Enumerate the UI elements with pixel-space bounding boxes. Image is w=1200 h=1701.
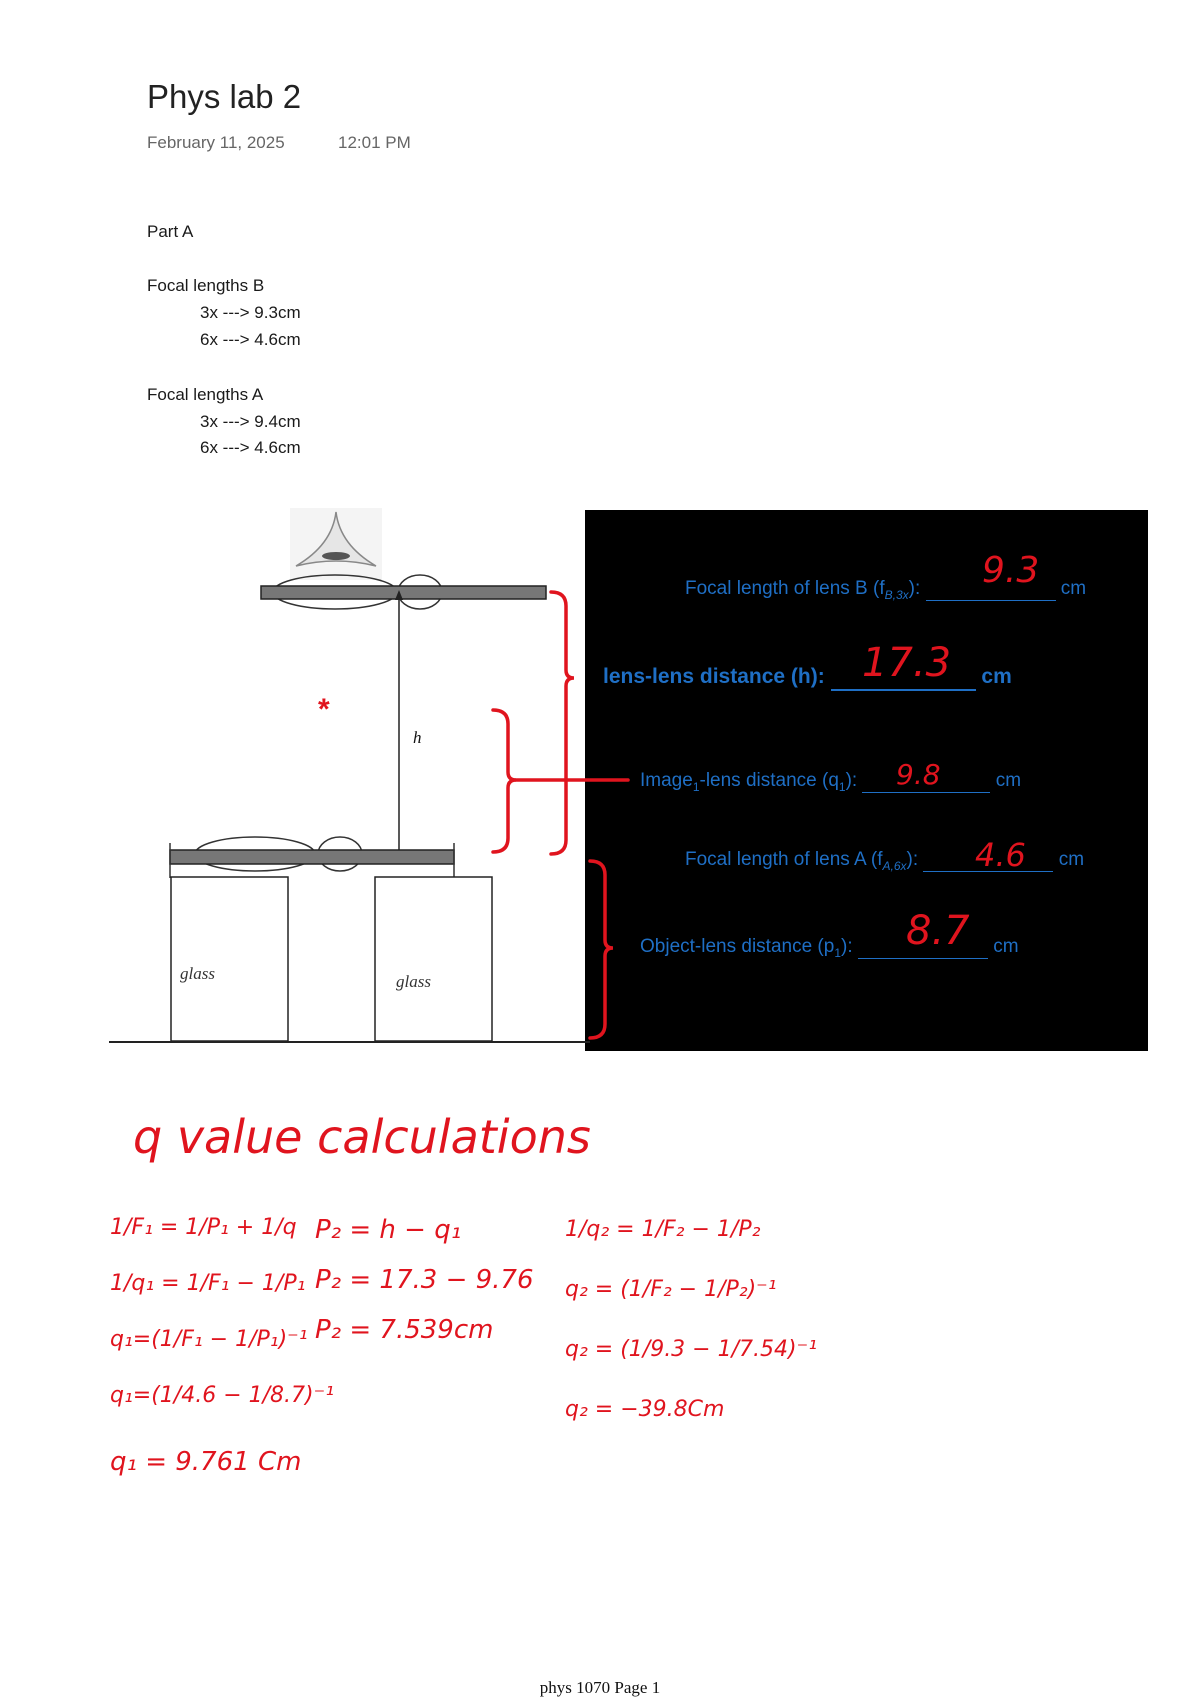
h-arrow <box>395 590 403 862</box>
focal-a-value: 4.6 <box>975 836 1026 874</box>
bottom-lens-assembly <box>170 837 454 878</box>
close-colon: ): <box>908 578 921 599</box>
glass-block-left <box>171 877 288 1041</box>
glass-label-right: glass <box>396 972 431 991</box>
focal-b-heading: Focal lengths B <box>147 276 265 295</box>
unit-label: cm <box>981 665 1012 688</box>
image-label: Image <box>640 770 693 791</box>
calc-line: P₂ = 7.539cm <box>315 1315 494 1345</box>
calc-line: q₂ = (1/F₂ − 1/P₂)⁻¹ <box>565 1277 777 1302</box>
note-date: February 11, 2025 <box>147 133 285 152</box>
calc-line: 1/q₁ = 1/F₁ − 1/P₁ <box>110 1271 306 1296</box>
calc-line: q₁=(1/4.6 − 1/8.7)⁻¹ <box>110 1383 335 1408</box>
unit-label: cm <box>1060 578 1087 599</box>
focal-a-row: Focal length of lens A $(f_{A,6x})$: cm <box>685 849 1085 873</box>
lens-distance-value: 17.3 <box>862 640 952 686</box>
focal-a-line: 6x ---> 4.6cm <box>200 438 301 457</box>
calc-line: 1/F₁ = 1/P₁ + 1/q <box>110 1215 297 1240</box>
object-label: Object-lens distance (p <box>640 936 835 957</box>
focal-b-sub: B,3x <box>884 587 909 602</box>
unit-label: cm <box>995 770 1022 791</box>
focal-a-line: 3x ---> 9.4cm <box>200 412 301 431</box>
object-row: Object-lens distance $(p_1)$: cm <box>640 936 1019 960</box>
page-title: Phys lab 2 <box>147 78 302 115</box>
lens-distance-label: lens-lens distance (h): <box>603 665 825 688</box>
calc-line: q₁ = 9.761 Cm <box>110 1447 302 1477</box>
h-label: h <box>413 728 422 747</box>
note-time: 12:01 PM <box>338 133 411 152</box>
glass-label-left: glass <box>180 964 215 983</box>
calc-heading: q value calculations <box>133 1110 591 1164</box>
unit-label: cm <box>993 936 1019 957</box>
focal-b-label: Focal length of lens B (f <box>685 578 885 599</box>
focal-b-value: 9.3 <box>982 550 1040 591</box>
object-value: 8.7 <box>906 908 970 954</box>
calc-line: q₂ = −39.8Cm <box>565 1397 725 1422</box>
calc-line: 1/q₂ = 1/F₂ − 1/P₂ <box>565 1217 761 1242</box>
unit-label: cm <box>1058 849 1085 870</box>
focal-b-line: 3x ---> 9.3cm <box>200 303 301 322</box>
calc-line: q₂ = (1/9.3 − 1/7.54)⁻¹ <box>565 1337 818 1362</box>
calc-column-3 <box>565 1200 817 1440</box>
calc-line: q₁=(1/F₁ − 1/P₁)⁻¹ <box>110 1327 308 1352</box>
focal-a-heading: Focal lengths A <box>147 385 264 404</box>
focal-a-label: Focal length of lens A (f <box>685 849 883 870</box>
focal-b-line: 6x ---> 4.6cm <box>200 330 301 349</box>
image-label-rest: -lens distance (q <box>699 770 839 791</box>
image-value: 9.8 <box>896 758 941 791</box>
red-brackets <box>493 592 628 1038</box>
calc-column-2 <box>315 1205 534 1355</box>
red-asterisk: * <box>318 693 330 726</box>
focal-a-sub: A,6x <box>882 858 907 873</box>
eye-icon <box>290 508 382 580</box>
calc-line: P₂ = h − q₁ <box>315 1215 462 1245</box>
page-footer: phys 1070 Page 1 <box>539 1678 661 1697</box>
glass-block-right <box>375 877 492 1041</box>
top-lens-assembly <box>261 575 546 609</box>
calc-column-1 <box>110 1200 334 1490</box>
calc-line: P₂ = 17.3 − 9.76 <box>315 1265 534 1295</box>
part-heading: Part A <box>147 222 194 241</box>
image-row: Image$_1$-lens distance $(q_1)$: cm <box>640 770 1022 794</box>
